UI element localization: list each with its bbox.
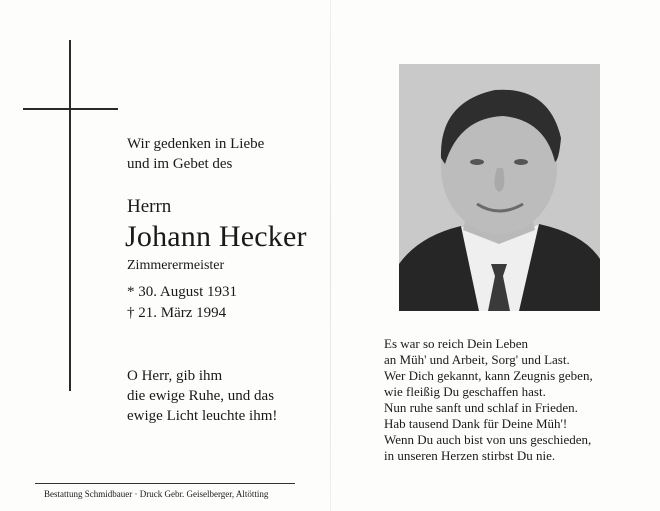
poem-line-1: Es war so reich Dein Leben bbox=[384, 336, 529, 351]
intro-line-1: Wir gedenken in Liebe bbox=[127, 136, 265, 152]
poem-line-6: Hab tausend Dank für Deine Müh'! bbox=[384, 416, 568, 431]
birth-date: * 30. August 1931 bbox=[127, 284, 238, 300]
cross-horizontal-bar bbox=[23, 108, 118, 110]
death-date: † 21. März 1994 bbox=[127, 305, 227, 321]
poem-line-7: Wenn Du auch bist von uns geschieden, bbox=[384, 432, 592, 447]
portrait-photo bbox=[399, 64, 600, 311]
poem-line-4: wie fleißig Du geschaffen hast. bbox=[384, 384, 546, 399]
printer-credit: Bestattung Schmidbauer · Druck Gebr. Geiselberger, Altötting bbox=[44, 489, 269, 499]
prayer-line-2: die ewige Ruhe, und das bbox=[127, 388, 275, 404]
card-fold bbox=[330, 0, 331, 511]
poem-line-3: Wer Dich gekannt, kann Zeugnis geben, bbox=[384, 368, 593, 383]
occupation: Zimmerermeister bbox=[127, 258, 225, 273]
cross-vertical-bar bbox=[69, 40, 71, 391]
prayer-line-1: O Herr, gib ihm bbox=[127, 368, 223, 384]
poem-line-8: in unseren Herzen stirbst Du nie. bbox=[384, 448, 556, 463]
poem-line-2: an Müh' und Arbeit, Sorg' und Last. bbox=[384, 352, 570, 367]
salutation: Herrn bbox=[127, 196, 172, 217]
footer-divider bbox=[35, 483, 295, 484]
deceased-name: Johann Hecker bbox=[125, 220, 307, 253]
prayer-line-3: ewige Licht leuchte ihm! bbox=[127, 408, 278, 424]
intro-line-2: und im Gebet des bbox=[127, 156, 233, 172]
poem-line-5: Nun ruhe sanft und schlaf in Frieden. bbox=[384, 400, 578, 415]
